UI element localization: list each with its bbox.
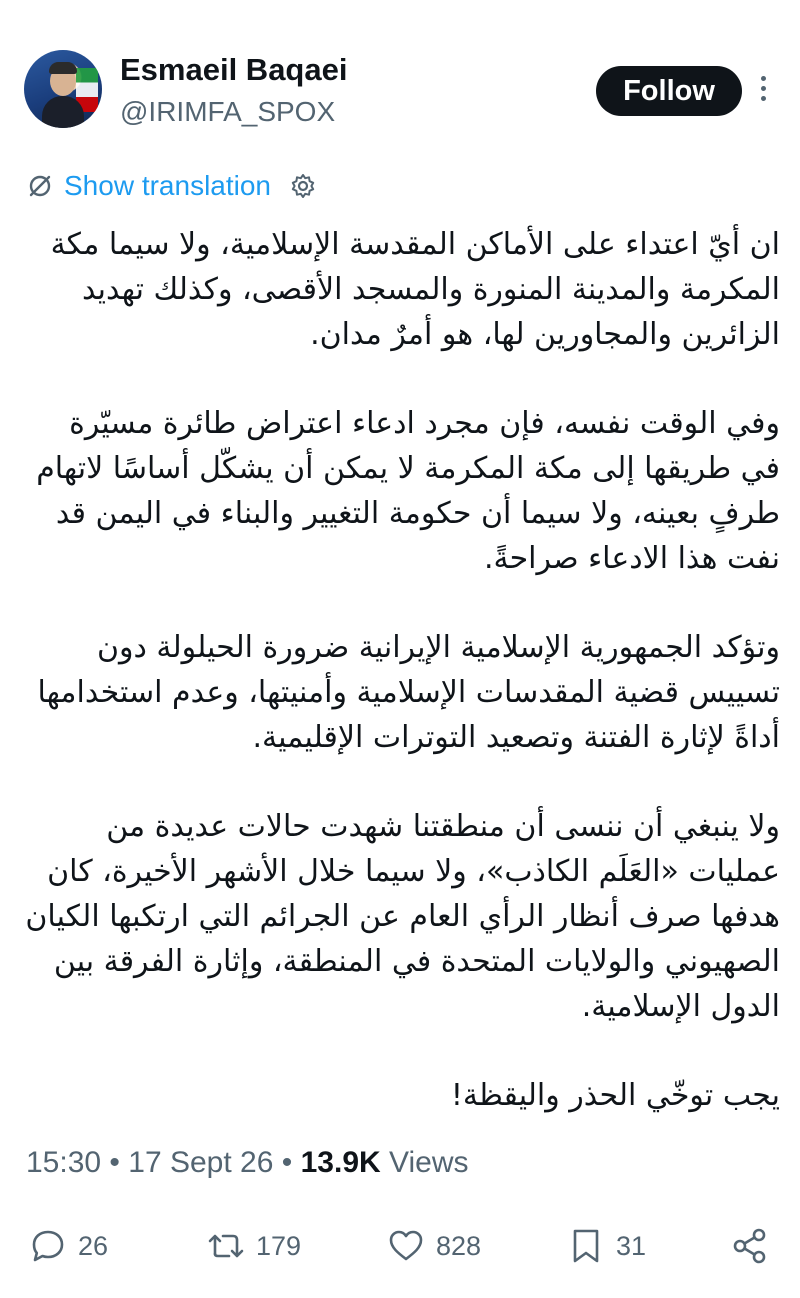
show-translation-link[interactable]: Show translation	[64, 170, 272, 201]
tweet-header	[24, 50, 776, 130]
tweet-paragraph: وتؤكد الجمهورية الإسلامية الإيرانية ضرورة الحيلولة دون تسييس قضية المقدسات الإسلامية وأمنيتها، وعدم استخدامها أداةً لإثارة الفتنة وتصعيد التوترات الإقليمية.	[37, 630, 780, 755]
reply-button[interactable]	[28, 1218, 108, 1274]
like-button[interactable]	[386, 1218, 481, 1274]
action-bar	[0, 1218, 800, 1274]
meta-separator: •	[281, 1146, 293, 1179]
bookmark-count: 31	[616, 1230, 647, 1261]
tweet-text	[22, 222, 780, 1118]
bookmark-button[interactable]	[566, 1218, 646, 1274]
views-count: 13.9K	[300, 1146, 381, 1179]
tweet-metadata	[26, 1146, 469, 1180]
like-count: 828	[436, 1230, 482, 1261]
bookmark-icon	[566, 1226, 606, 1266]
tweet-time[interactable]: 15:30	[26, 1146, 102, 1179]
reply-count: 26	[78, 1230, 109, 1261]
tweet-paragraph: وفي الوقت نفسه، فإن مجرد ادعاء اعتراض طائرة مسيّرة في طريقها إلى مكة المكرمة لا يمكن أن يشكّل أساسًا لاتهام طرفٍ بعينه، ولا سيما أن حكومة التغيير والبناء في اليمن قد نفت هذا الادعاء صراحةً.	[36, 406, 780, 576]
heart-icon	[386, 1226, 426, 1266]
share-button[interactable]	[730, 1218, 770, 1274]
tweet-date[interactable]: 17 Sept 26	[128, 1146, 274, 1179]
share-icon	[730, 1226, 770, 1266]
tweet-paragraph: ولا ينبغي أن ننسى أن منطقتنا شهدت حالات عديدة من عمليات «العَلَم الكاذب»، ولا سيما خلال الأشهر الأخيرة، كان هدفها صرف أنظار الرأي العام عن الجرائم التي ارتكبها الكيان الصهيوني والولايات المتحدة في المنطقة، وإثارة الفرقة بين الدول الإسلامية.	[25, 809, 780, 1024]
display-name[interactable]: Esmaeil Baqaei	[120, 52, 348, 87]
user-handle[interactable]: @IRIMFA_SPOX	[120, 96, 336, 127]
more-options-icon[interactable]	[756, 76, 770, 106]
meta-separator: •	[109, 1146, 120, 1179]
gear-icon[interactable]	[289, 172, 317, 200]
tweet-paragraph: يجب توخّي الحذر واليقظة!	[450, 1078, 780, 1113]
repost-button[interactable]	[206, 1218, 301, 1274]
avatar[interactable]	[24, 50, 102, 128]
repost-icon	[206, 1226, 246, 1266]
views-label: Views	[389, 1146, 469, 1179]
follow-button[interactable]: Follow	[596, 66, 742, 116]
translation-bar	[26, 168, 317, 204]
reply-icon	[28, 1226, 68, 1266]
translate-icon	[26, 172, 54, 200]
repost-count: 179	[256, 1230, 302, 1261]
tweet-paragraph: ان أيّ اعتداء على الأماكن المقدسة الإسلامية، ولا سيما مكة المكرمة والمدينة المنورة والمسجد الأقصى، وكذلك تهديد الزائرين والمجاورين لها، هو أمرٌ مدان.	[50, 227, 780, 352]
